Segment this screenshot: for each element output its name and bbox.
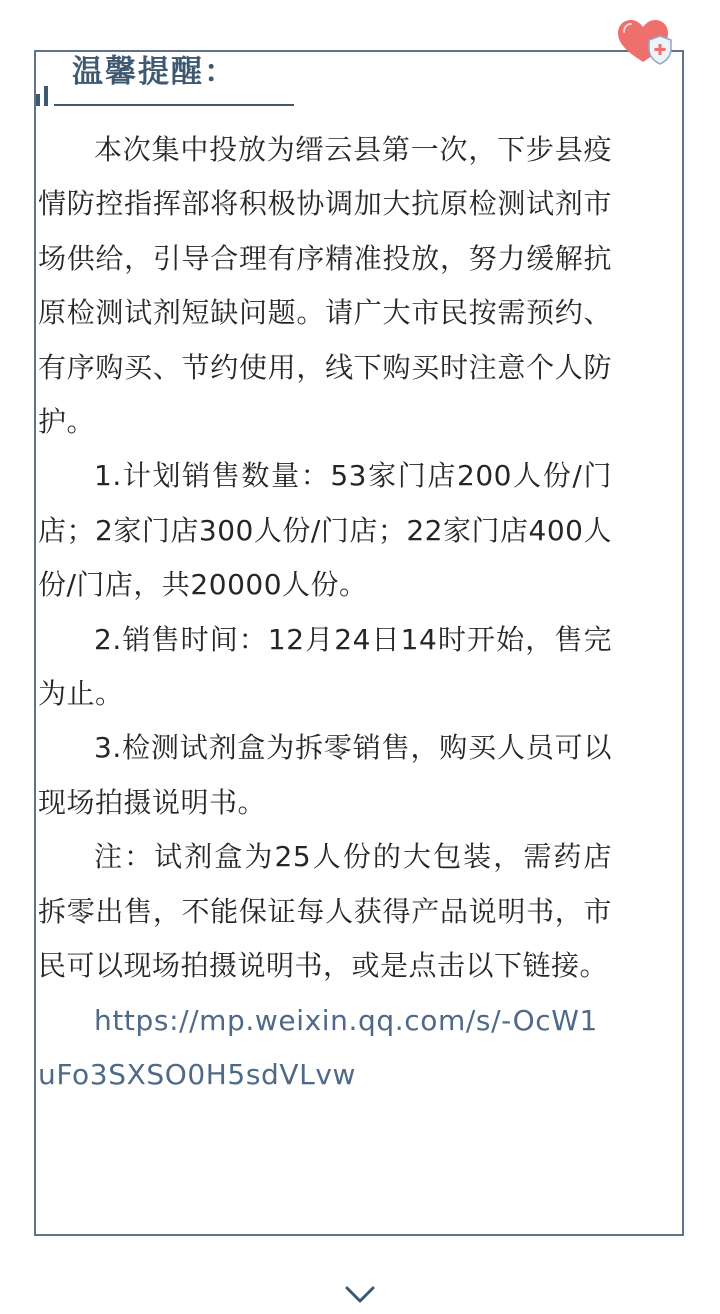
title-underline: [54, 104, 294, 106]
notice-title-block: [36, 52, 296, 112]
bar-marker-icon: [36, 86, 56, 106]
heart-shield-icon: [616, 18, 674, 68]
chevron-down-icon[interactable]: [344, 1284, 376, 1306]
paragraph-sales-quantity: 1.计划销售数量：53家门店200人份/门店；2家门店300人份/门店；22家门店400人份/门店，共20000人份。: [38, 459, 612, 602]
notice-body: [38, 123, 612, 1102]
notice-title: 温馨提醒：: [72, 54, 237, 90]
instruction-link[interactable]: https://mp.weixin.qq.com/s/-OcW1uFo3SXSO0H5sdVLvw: [38, 1003, 598, 1091]
paragraph-split-sale: 3.检测试剂盒为拆零销售，购买人员可以现场拍摄说明书。: [38, 731, 612, 819]
paragraph-note: 注：试剂盒为25人份的大包装，需药店拆零出售，不能保证每人获得产品说明书，市民可以现场拍摄说明书，或是点击以下链接。: [38, 840, 612, 983]
paragraph-intro: 本次集中投放为缙云县第一次，下步县疫情防控指挥部将积极协调加大抗原检测试剂市场供给，引导合理有序精准投放，努力缓解抗原检测试剂短缺问题。请广大市民按需预约、有序购买、节约使用，线下购买时注意个人防护。: [38, 133, 612, 439]
paragraph-sales-time: 2.销售时间：12月24日14时开始，售完为止。: [38, 622, 612, 711]
